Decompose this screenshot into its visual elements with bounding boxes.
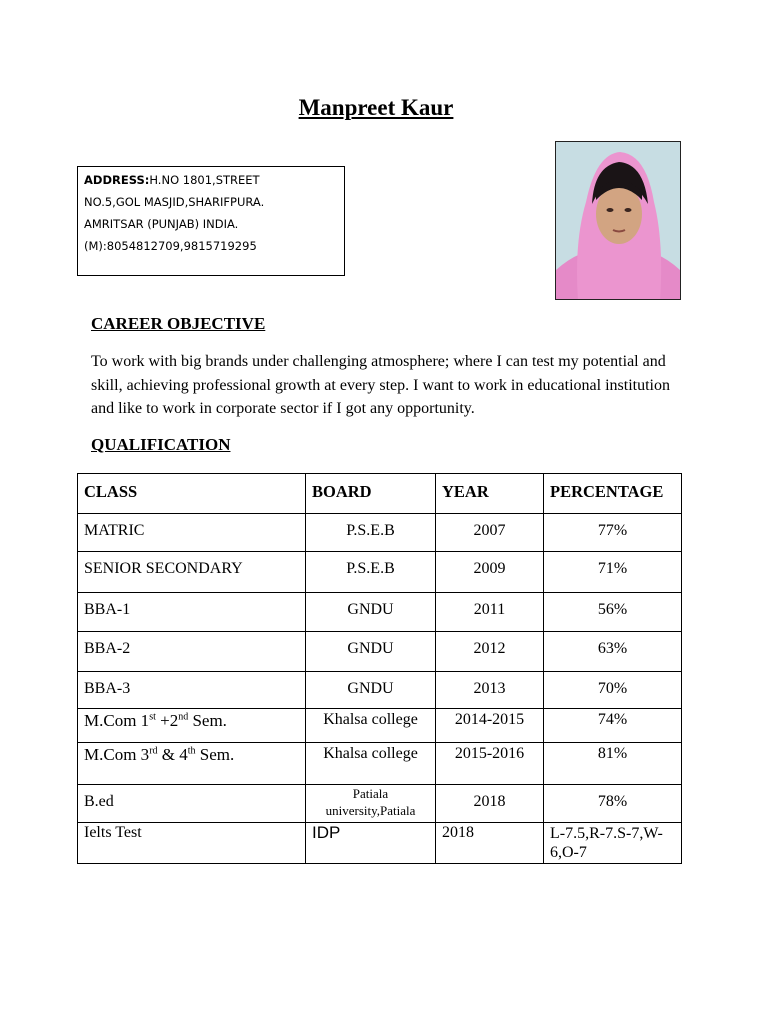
cell-percentage: 70% [544,672,682,709]
header-board: BOARD [306,474,436,514]
address-line-3: AMRITSAR (PUNJAB) INDIA. [84,217,239,231]
cell-year: 2018 [436,823,544,864]
cell-board: GNDU [306,672,436,709]
cell-percentage: 71% [544,552,682,593]
profile-photo-illustration [556,142,681,300]
table-row [78,593,682,632]
address-line-1 [84,169,338,191]
cell-class: BBA-2 [78,632,306,672]
cell-class: B.ed [78,785,306,823]
cell-year: 2011 [436,593,544,632]
cell-board: P.S.E.B [306,552,436,593]
table-header-row [78,474,682,514]
cell-percentage: 78% [544,785,682,823]
cell-year: 2007 [436,514,544,552]
table-row [78,743,682,785]
header-percentage: PERCENTAGE [544,474,682,514]
class-text-b: +2 [155,711,179,730]
cell-class: MATRIC [78,514,306,552]
class-text-c: Sem. [188,711,227,730]
table-row [78,785,682,823]
cell-class: Ielts Test [78,823,306,864]
cell-board: GNDU [306,593,436,632]
cell-percentage: 74% [544,709,682,743]
cell-percentage: 56% [544,593,682,632]
cell-board: GNDU [306,632,436,672]
cell-board: Khalsa college [306,743,436,785]
address-label: ADDRESS: [84,173,150,187]
cell-class [78,709,306,743]
address-phone: (M):8054812709,9815719295 [84,239,257,253]
cell-class: SENIOR SECONDARY [78,552,306,593]
cell-year: 2015-2016 [436,743,544,785]
class-text-b: & 4 [157,745,188,764]
class-sup-2: nd [178,711,189,723]
cell-class: BBA-3 [78,672,306,709]
cell-board: IDP [306,823,436,864]
class-text-a: M.Com 1 [84,711,150,730]
table-row [78,823,682,864]
qualification-heading: QUALIFICATION [91,435,231,454]
resume-name: Manpreet Kaur [298,95,454,120]
cell-year: 2012 [436,632,544,672]
cell-board: Patiala university,Patiala [306,785,436,823]
class-sup-2: th [187,745,196,757]
address-house: H.NO 1801,STREET [149,173,260,187]
header-year: YEAR [436,474,544,514]
career-objective-heading: CAREER OBJECTIVE [91,314,266,333]
header-class: CLASS [78,474,306,514]
cell-percentage: L-7.5,R-7.S-7,W-6,O-7 [544,823,682,864]
table-row [78,552,682,593]
class-text-c: Sem. [195,745,235,764]
address-box [77,166,345,276]
cell-percentage: 63% [544,632,682,672]
table-row [78,709,682,743]
cell-year: 2009 [436,552,544,593]
cell-year: 2013 [436,672,544,709]
profile-photo [555,141,681,300]
address-line-2: NO.5,GOL MASJID,SHARIFPURA. [84,195,265,209]
cell-percentage: 77% [544,514,682,552]
table-row [78,632,682,672]
class-sup-1: rd [149,745,158,757]
cell-year: 2014-2015 [436,709,544,743]
class-text-a: M.Com 3 [84,745,150,764]
cell-board: Khalsa college [306,709,436,743]
table-row [78,514,682,552]
cell-board: P.S.E.B [306,514,436,552]
cell-year: 2018 [436,785,544,823]
table-row [78,672,682,709]
cell-class [78,743,306,785]
cell-percentage: 81% [544,743,682,785]
cell-class: BBA-1 [78,593,306,632]
qualification-table [77,473,682,864]
career-objective-text: To work with big brands under challenging atmosphere; where I can test my potential and skill, achieving professional growth at every step. I want to work in educational institution and like to work in corporate sector if I got any opportunity. [91,353,670,417]
class-sup-1: st [149,711,156,723]
